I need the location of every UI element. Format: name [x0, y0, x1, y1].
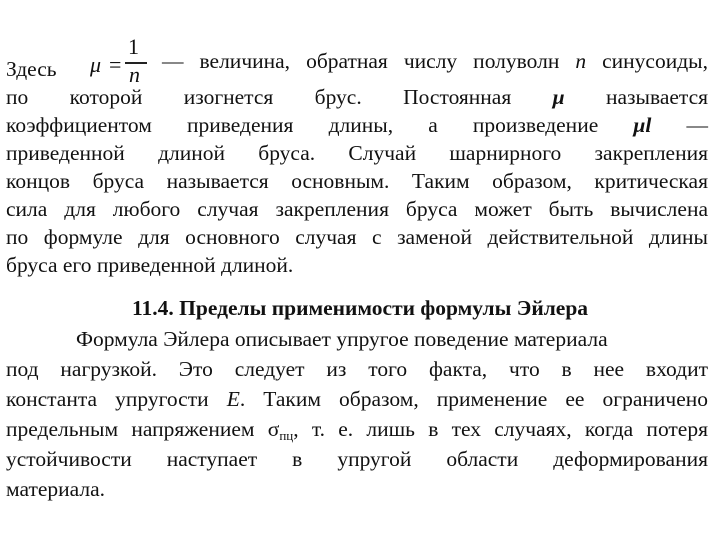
- p2-sigma-subscript: пц: [279, 428, 294, 443]
- p1-l1-pre: — величина, обратная числу полуволн: [162, 49, 576, 73]
- p1-l2-post: называется: [564, 85, 708, 109]
- p1-l1-post: синусоиды,: [586, 49, 708, 73]
- paragraph1-line6: сила для любого случая закрепления бруса может быть вычислена: [6, 197, 708, 221]
- p2-symbol-E: E: [226, 387, 240, 411]
- p1-l2-pre: по которой изогнется брус. Постоянная: [6, 85, 553, 109]
- formula-denominator: n: [129, 62, 140, 87]
- paragraph1-line2: [6, 84, 708, 111]
- mu-formula: [90, 34, 152, 90]
- formula-mu: μ: [90, 52, 102, 77]
- p1-l3-post: —: [651, 113, 708, 137]
- section-heading: 11.4. Пределы применимости формулы Эйлера: [131, 296, 589, 320]
- p1-symbol-mu: μ: [552, 85, 565, 109]
- paragraph2-line3: [6, 386, 708, 413]
- paragraph1-line8: бруса его приведенной длиной.: [6, 253, 294, 277]
- p1-symbol-mul: μl: [633, 113, 652, 137]
- paragraph1-line3: [6, 112, 708, 139]
- p2-l4-pre: предельным напряжением σ: [6, 417, 280, 441]
- paragraph1-line5: концов бруса называется основным. Таким образом, критическая: [6, 169, 708, 193]
- paragraph2-line2: под нагрузкой. Это следует из того факта, что в нее входит: [6, 357, 708, 381]
- p2-l3-post: . Таким образом, применение ее ограничено: [239, 387, 708, 411]
- p2-l3-pre: константа упругости: [6, 387, 227, 411]
- p2-l4-post: , т. е. лишь в тех случаях, когда потеря: [293, 417, 708, 441]
- paragraph1-line7: по формуле для основного случая с заменой действительной длины: [6, 225, 708, 249]
- intro-word: Здесь: [6, 57, 57, 81]
- paragraph2-line5: устойчивости наступает в упругой области деформирования: [6, 447, 708, 471]
- paragraph2-line6: материала.: [6, 477, 106, 501]
- formula-equals: =: [109, 52, 122, 77]
- paragraph2-line1: Формула Эйлера описывает упругое поведение материала: [76, 327, 608, 351]
- paragraph2-line4: [6, 416, 708, 449]
- paragraph1-line1: [162, 48, 708, 75]
- p1-l3-pre: коэффициентом приведения длины, а произведение: [6, 113, 634, 137]
- paragraph1-line4: приведенной длиной бруса. Случай шарнирного закрепления: [6, 141, 708, 165]
- p1-symbol-n: n: [575, 49, 587, 73]
- formula-numerator: 1: [128, 34, 139, 59]
